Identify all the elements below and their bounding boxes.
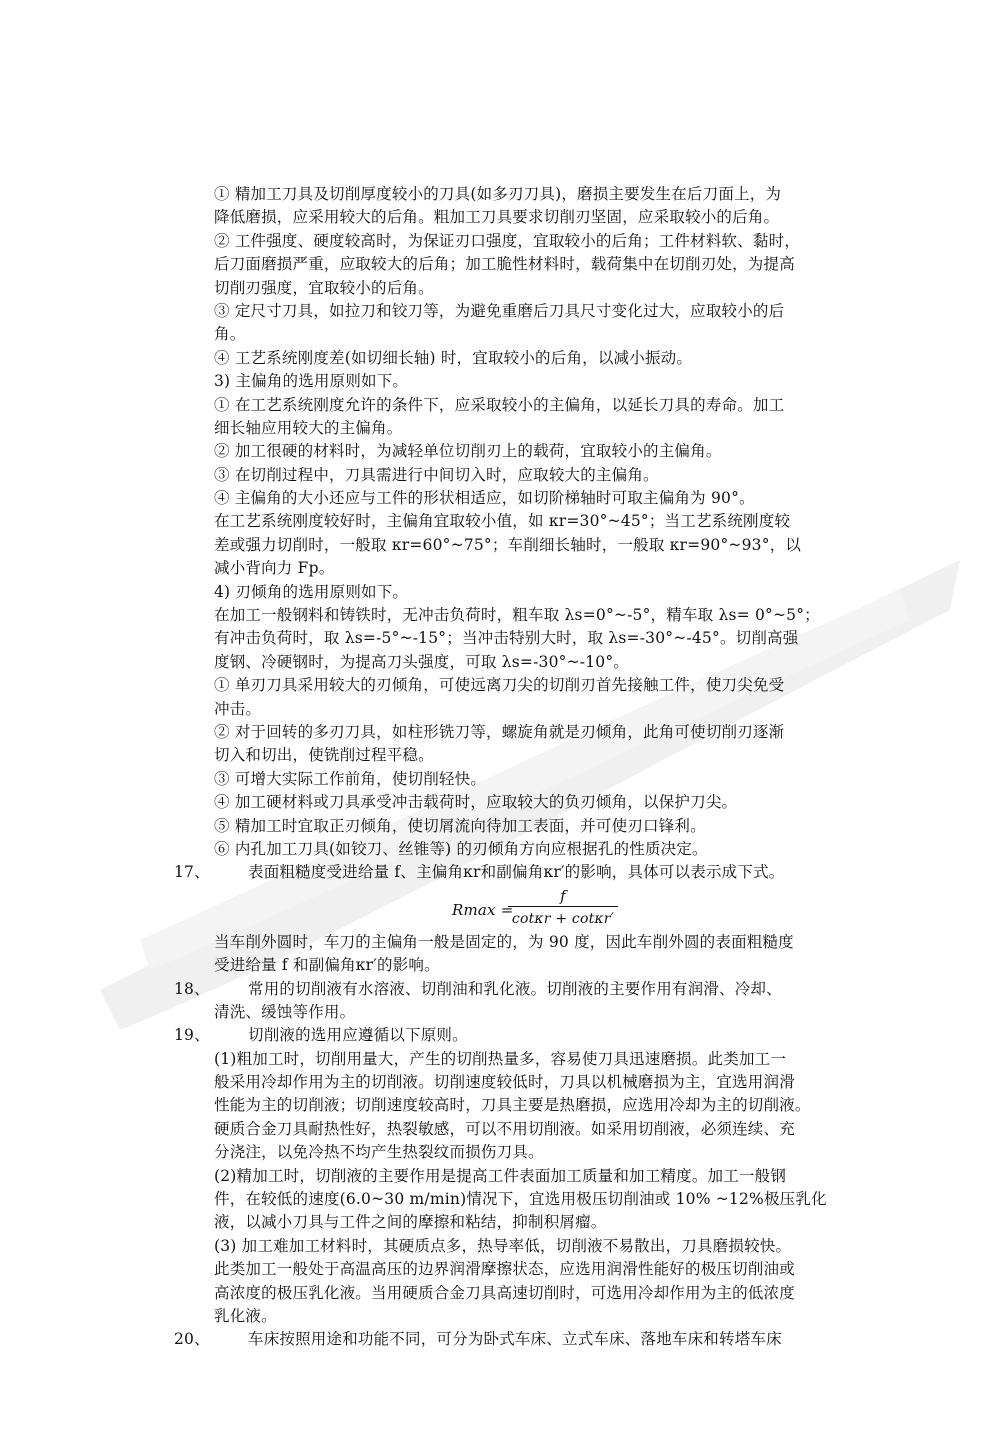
text-line: ⑥ 内孔加工刀具(如铰刀、丝锥等) 的刃倾角方向应根据孔的性质决定。 [214,839,708,858]
text-line: 在工艺系统刚度较好时，主偏角宜取较小值，如 κr=30°~45°；当工艺系统刚度较 [214,512,791,531]
item-19-heading [174,1024,854,1047]
formula-numerator: f [560,886,566,905]
text-line: 分浇注，以免冷热不均产生热裂纹而损伤刀具。 [214,1143,544,1162]
text-line: (2)精加工时，切削液的主要作用是提高工件表面加工质量和加工精度。加工一般钢 [214,1166,787,1185]
text-line: 3) 主偏角的选用原则如下。 [214,372,409,391]
text-line: 减小背向力 Fp。 [214,559,335,578]
text-line: 角。 [214,325,246,344]
text-line: (3) 加工难加工材料时，其硬质点多，热导率低，切削液不易散出，刀具磨损较快。 [214,1236,792,1255]
text-line: ② 加工很硬的材料时，为减轻单位切削刃上的载荷，宜取较小的主偏角。 [214,442,722,461]
text-line: 液，以减小刀具与工件之间的摩擦和粘结，抑制积屑瘤。 [214,1213,607,1232]
text-line: 此类加工一般处于高温高压的边界润滑摩擦状态，应选用润滑性能好的极压切削油或 [214,1260,795,1279]
formula-lhs: Rmax = [452,900,514,919]
text-line: 件，在较低的速度(6.0~30 m/min)情况下，宜选用极压切削油或 10% ~12%极压乳化 [214,1190,827,1209]
item-number: 20、 [174,1330,210,1349]
formula-denominator: cotκr + cotκr′ [511,910,615,927]
item-number: 19、 [174,1026,210,1045]
text-line: 性能为主的切削液；切削速度较高时，刀具主要是热磨损，应选用冷却为主的切削液。 [214,1096,811,1115]
text-line: 细长轴应用较大的主偏角。 [214,418,403,437]
text-line: ① 在工艺系统刚度允许的条件下，应采取较小的主偏角，以延长刀具的寿命。加工 [214,395,785,414]
text-line: ① 精加工刀具及切削厚度较小的刀具(如多刃刀具)，磨损主要发生在后刀面上，为 [214,185,782,203]
text-line: ④ 主偏角的大小还应与工件的形状相适应，如切阶梯轴时可取主偏角为 90°。 [214,489,755,508]
item-text: 切削液的选用应遵循以下原则。 [248,1026,468,1045]
text-line: 冲击。 [214,699,262,718]
item-20-heading [174,1328,854,1351]
fraction-bar [508,906,618,907]
text-line: 降低磨损，应采用较大的后角。粗加工刀具要求切削刃坚固，应采取较小的后角。 [214,208,780,227]
item-number: 17、 [174,863,210,882]
text-line: ② 对于回转的多刃刀具，如柱形铣刀等，螺旋角就是刃倾角，此角可使切削刃逐渐 [214,722,785,741]
text-line: ③ 可增大实际工作前角，使切削轻快。 [214,769,487,788]
text-line: ② 工件强度、硬度较高时，为保证刃口强度，宜取较小的后角；工件材料软、黏时， [214,231,801,250]
text-line: 4) 刃倾角的选用原则如下。 [214,582,409,601]
text-line: ④ 工艺系统刚度差(如切细长轴) 时，宜取较小的后角，以减小振动。 [214,348,693,367]
text-line: (1)粗加工时，切削用量大，产生的切削热量多，容易使刀具迅速磨损。此类加工一 [214,1049,787,1068]
text-line: 后刀面磨损严重，应取较大的后角；加工脆性材料时，载荷集中在切削刃处，为提高 [214,255,795,274]
text-line: 般采用冷却作用为主的切削液。切削速度较低时，刀具以机械磨损为主，宜选用润滑 [214,1073,795,1092]
item-17-heading [174,861,854,884]
text-line: ③ 在切削过程中，刀具需进行中间切入时，应取较大的主偏角。 [214,465,659,484]
text-line: ④ 加工硬材料或刀具承受冲击载荷时，应取较大的负刃倾角，以保护刀尖。 [214,793,738,812]
text-line: ① 单刃刀具采用较大的刃倾角，可使远离刀尖的切削刃首先接触工件，使刀尖免受 [214,676,785,695]
item-number: 18、 [174,979,210,998]
text-line: 有冲击负荷时，取 λs=-5°~-15°；当冲击特别大时，取 λs=-30°~-45°。切削高强 [214,629,799,648]
text-line: 度钢、冷硬钢时，为提高刀头强度，可取 λs=-30°~-10°。 [214,652,630,671]
item-text: 常用的切削液有水溶液、切削油和乳化液。切削液的主要作用有润滑、冷却、 [248,979,782,998]
text-line: 受进给量 f 和副偏角κr′的影响。 [214,956,440,975]
text-line: ③ 定尺寸刀具，如拉刀和铰刀等，为避免重磨后刀具尺寸变化过大，应取较小的后 [214,301,785,320]
text-line: 切削刃强度，宜取较小的后角。 [214,278,434,297]
text-line: 高浓度的极压乳化液。当用硬质合金刀具高速切削时，可选用冷却作用为主的低浓度 [214,1283,795,1302]
text-line: 硬质合金刀具耐热性好，热裂敏感，可以不用切削液。如采用切削液，必须连续、充 [214,1119,795,1138]
roughness-formula [214,885,854,931]
formula-fraction [508,885,618,931]
text-line: 清洗、缓蚀等作用。 [214,1002,356,1021]
text-line: 差或强力切削时，一般取 κr=60°~75°；车削细长轴时，一般取 κr=90°~93°，以 [214,535,802,554]
text-line: 在加工一般钢料和铸铁时，无冲击负荷时，粗车取 λs=0°~-5°，精车取 λs= 0°~5°； [214,606,820,625]
text-line: ⑤ 精加工时宜取正刃倾角，使切屑流向待加工表面，并可使刃口锋利。 [214,816,706,835]
document-body [174,183,854,1352]
text-line: 乳化液。 [214,1306,277,1325]
item-18-heading [174,978,854,1001]
text-line: 切入和切出，使铣削过程平稳。 [214,746,434,765]
item-text: 表面粗糙度受进给量 f、主偏角κr和副偏角κr′的影响，具体可以表示成下式。 [248,863,785,882]
text-line: 当车削外圆时，车刀的主偏角一般是固定的，为 90 度，因此车削外圆的表面粗糙度 [214,932,794,951]
item-text: 车床按照用途和功能不同，可分为卧式车床、立式车床、落地车床和转塔车床 [248,1330,782,1349]
